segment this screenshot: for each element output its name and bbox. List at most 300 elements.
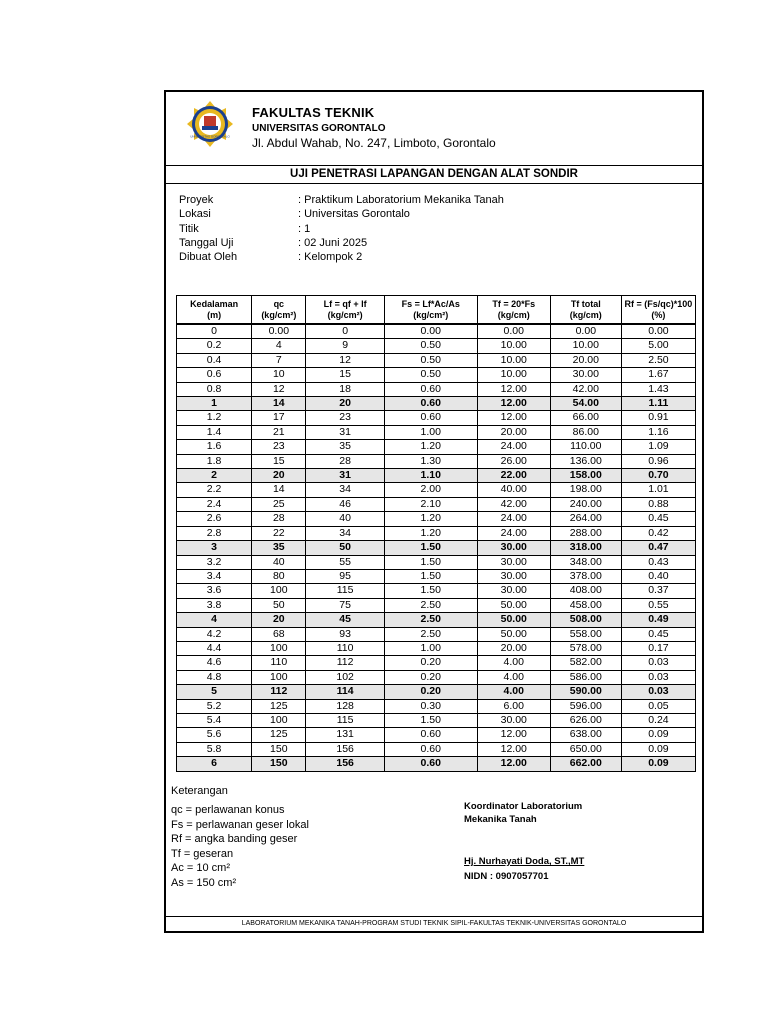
table-cell: 4.00	[477, 656, 550, 670]
table-cell: 24.00	[477, 512, 550, 526]
table-cell: 156	[306, 742, 384, 756]
table-row	[177, 713, 696, 727]
table-cell: 1.30	[384, 454, 477, 468]
info-row	[179, 222, 504, 236]
table-cell: 0.37	[621, 584, 695, 598]
table-cell: 24.00	[477, 526, 550, 540]
table-row	[177, 368, 696, 382]
info-row	[179, 207, 504, 221]
table-cell: 131	[306, 728, 384, 742]
university-name: UNIVERSITAS GORONTALO	[252, 123, 386, 134]
faculty-name: FAKULTAS TEKNIK	[252, 105, 375, 120]
table-cell: 1.20	[384, 526, 477, 540]
note-line: Fs = perlawanan geser lokal	[171, 818, 309, 831]
table-cell: 0.45	[621, 512, 695, 526]
table-cell: 10.00	[477, 368, 550, 382]
column-header-title: Tf = 20*Fs	[492, 298, 536, 309]
column-header-title: Fs = Lf*Ac/As	[401, 298, 460, 309]
table-cell: 2.00	[384, 483, 477, 497]
table-cell: 46	[306, 497, 384, 511]
table-cell: 50.00	[477, 613, 550, 627]
table-cell: 0.30	[384, 699, 477, 713]
table-cell: 0.42	[621, 526, 695, 540]
table-cell: 1.00	[384, 641, 477, 655]
table-row	[177, 699, 696, 713]
table-cell: 0.20	[384, 670, 477, 684]
table-cell: 12.00	[477, 382, 550, 396]
signature-role-1: Koordinator Laboratorium	[464, 801, 583, 812]
table-cell: 28	[306, 454, 384, 468]
table-cell: 1.50	[384, 584, 477, 598]
table-cell: 40	[306, 512, 384, 526]
column-header-unit: (kg/cm)	[497, 309, 530, 320]
table-cell: 4.6	[177, 656, 252, 670]
table-row	[177, 627, 696, 641]
info-value: : 02 Juni 2025	[298, 236, 368, 249]
table-cell: 1.10	[384, 469, 477, 483]
note-line: As = 150 cm²	[171, 876, 237, 889]
info-label: Dibuat Oleh	[179, 251, 238, 264]
table-cell: 408.00	[550, 584, 621, 598]
table-cell: 264.00	[550, 512, 621, 526]
info-value: : Praktikum Laboratorium Mekanika Tanah	[298, 194, 504, 206]
column-header-unit: (kg/cm)	[569, 309, 602, 320]
table-cell: 0.00	[252, 324, 306, 339]
table-cell: 14	[252, 483, 306, 497]
column-header	[477, 296, 550, 325]
table-cell: 12.00	[477, 742, 550, 756]
table-row	[177, 339, 696, 353]
info-label: Proyek	[179, 194, 214, 206]
table-cell: 5.6	[177, 728, 252, 742]
table-cell: 2.50	[621, 353, 695, 367]
notes-section	[171, 785, 309, 890]
table-cell: 2.10	[384, 497, 477, 511]
table-cell: 45	[306, 613, 384, 627]
column-header-title: Rf = (Fs/qc)*100	[624, 298, 693, 309]
info-label: Titik	[179, 222, 199, 235]
table-cell: 100	[252, 670, 306, 684]
table-cell: 6	[177, 757, 252, 771]
table-cell: 1.16	[621, 425, 695, 439]
table-cell: 2.4	[177, 497, 252, 511]
footer: LABORATORIUM MEKANIKA TANAH-PROGRAM STUDI TEKNIK SIPIL-FAKULTAS TEKNIK-UNIVERSITAS GORONTALO	[166, 916, 702, 931]
table-cell: 22	[252, 526, 306, 540]
table-cell: 0.70	[621, 469, 695, 483]
table-cell: 0	[177, 324, 252, 339]
table-cell: 125	[252, 699, 306, 713]
table-cell: 156	[306, 757, 384, 771]
table-cell: 1.67	[621, 368, 695, 382]
column-header-unit: (m)	[207, 309, 222, 320]
table-cell: 590.00	[550, 685, 621, 699]
table-cell: 0.6	[177, 368, 252, 382]
column-header-unit: (kg/cm²)	[413, 309, 449, 320]
table-cell: 1.8	[177, 454, 252, 468]
table-row	[177, 497, 696, 511]
table-cell: 4.00	[477, 670, 550, 684]
table-row	[177, 584, 696, 598]
table-cell: 12.00	[477, 411, 550, 425]
table-cell: 0.00	[550, 324, 621, 339]
table-cell: 0.91	[621, 411, 695, 425]
column-header-unit: (kg/cm²)	[327, 309, 363, 320]
table-cell: 0.60	[384, 728, 477, 742]
table-cell: 596.00	[550, 699, 621, 713]
table-cell: 0	[306, 324, 384, 339]
table-cell: 4	[252, 339, 306, 353]
table-cell: 40	[252, 555, 306, 569]
table-cell: 2.2	[177, 483, 252, 497]
table-cell: 626.00	[550, 713, 621, 727]
table-cell: 348.00	[550, 555, 621, 569]
table-header-row	[177, 296, 696, 325]
table-cell: 50.00	[477, 627, 550, 641]
table-row	[177, 641, 696, 655]
letterhead	[166, 92, 702, 166]
table-cell: 54.00	[550, 397, 621, 411]
table-cell: 2.50	[384, 613, 477, 627]
table-cell: 378.00	[550, 569, 621, 583]
table-cell: 0.24	[621, 713, 695, 727]
column-header	[621, 296, 695, 325]
table-cell: 0.96	[621, 454, 695, 468]
info-row	[179, 236, 504, 250]
table-cell: 582.00	[550, 656, 621, 670]
table-cell: 4.8	[177, 670, 252, 684]
table-cell: 3.4	[177, 569, 252, 583]
table-cell: 0.47	[621, 541, 695, 555]
info-row	[179, 193, 504, 207]
table-row	[177, 353, 696, 367]
signature-block	[464, 800, 585, 882]
table-cell: 128	[306, 699, 384, 713]
table-cell: 1.01	[621, 483, 695, 497]
table-cell: 5.8	[177, 742, 252, 756]
table-cell: 115	[306, 584, 384, 598]
project-info	[179, 193, 504, 264]
table-cell: 30.00	[477, 541, 550, 555]
table-cell: 3.8	[177, 598, 252, 612]
table-cell: 4.00	[477, 685, 550, 699]
column-header-unit: (%)	[651, 309, 666, 320]
table-cell: 5.2	[177, 699, 252, 713]
university-logo-icon	[182, 100, 238, 148]
table-cell: 0.00	[477, 324, 550, 339]
table-cell: 5	[177, 685, 252, 699]
column-header-title: Tf total	[570, 298, 601, 309]
table-cell: 0.60	[384, 411, 477, 425]
info-value: : Universitas Gorontalo	[298, 208, 410, 221]
table-cell: 12.00	[477, 757, 550, 771]
table-row	[177, 397, 696, 411]
table-row	[177, 728, 696, 742]
table-cell: 1.50	[384, 555, 477, 569]
table-cell: 31	[306, 425, 384, 439]
table-cell: 50	[252, 598, 306, 612]
table-cell: 0.60	[384, 742, 477, 756]
table-row	[177, 469, 696, 483]
table-cell: 20	[252, 469, 306, 483]
table-cell: 198.00	[550, 483, 621, 497]
table-row	[177, 598, 696, 612]
table-cell: 42.00	[477, 497, 550, 511]
table-cell: 24.00	[477, 440, 550, 454]
table-cell: 1.11	[621, 397, 695, 411]
table-cell: 0.20	[384, 656, 477, 670]
table-cell: 662.00	[550, 757, 621, 771]
table-cell: 0.88	[621, 497, 695, 511]
table-cell: 110	[252, 656, 306, 670]
table-cell: 12	[306, 353, 384, 367]
table-cell: 30.00	[477, 555, 550, 569]
table-cell: 1.20	[384, 440, 477, 454]
table-cell: 14	[252, 397, 306, 411]
table-cell: 30.00	[477, 713, 550, 727]
table-cell: 50	[306, 541, 384, 555]
table-cell: 458.00	[550, 598, 621, 612]
table-cell: 1.00	[384, 425, 477, 439]
table-cell: 20	[252, 613, 306, 627]
table-cell: 100	[252, 641, 306, 655]
table-cell: 75	[306, 598, 384, 612]
table-cell: 17	[252, 411, 306, 425]
table-cell: 150	[252, 742, 306, 756]
table-cell: 0.8	[177, 382, 252, 396]
column-header	[177, 296, 252, 325]
table-cell: 10.00	[477, 339, 550, 353]
table-cell: 5.4	[177, 713, 252, 727]
document-frame	[164, 90, 704, 933]
table-cell: 28	[252, 512, 306, 526]
table-cell: 30.00	[477, 584, 550, 598]
table-cell: 10.00	[550, 339, 621, 353]
table-cell: 26.00	[477, 454, 550, 468]
table-cell: 2.8	[177, 526, 252, 540]
table-row	[177, 555, 696, 569]
sondir-table	[176, 295, 696, 772]
table-cell: 31	[306, 469, 384, 483]
table-cell: 50.00	[477, 598, 550, 612]
table-cell: 3.6	[177, 584, 252, 598]
table-cell: 0.03	[621, 670, 695, 684]
table-cell: 125	[252, 728, 306, 742]
table-cell: 100	[252, 713, 306, 727]
table-cell: 55	[306, 555, 384, 569]
table-cell: 4.2	[177, 627, 252, 641]
table-cell: 95	[306, 569, 384, 583]
table-row	[177, 757, 696, 771]
table-cell: 102	[306, 670, 384, 684]
table-cell: 93	[306, 627, 384, 641]
table-row	[177, 685, 696, 699]
table-cell: 2.50	[384, 627, 477, 641]
table-cell: 0.09	[621, 742, 695, 756]
column-header-title: qc	[273, 298, 285, 309]
table-cell: 30.00	[550, 368, 621, 382]
table-cell: 15	[306, 368, 384, 382]
table-cell: 0.4	[177, 353, 252, 367]
table-cell: 20.00	[477, 641, 550, 655]
table-cell: 3.2	[177, 555, 252, 569]
table-cell: 15	[252, 454, 306, 468]
table-cell: 1.09	[621, 440, 695, 454]
table-cell: 20.00	[477, 425, 550, 439]
table-cell: 4	[177, 613, 252, 627]
table-cell: 18	[306, 382, 384, 396]
table-cell: 586.00	[550, 670, 621, 684]
table-row	[177, 742, 696, 756]
table-cell: 1.43	[621, 382, 695, 396]
svg-text:UNIVERSITAS GORONTALO: UNIVERSITAS GORONTALO	[190, 134, 230, 139]
note-line: Tf = geseran	[171, 847, 234, 860]
table-cell: 1.2	[177, 411, 252, 425]
table-cell: 0.60	[384, 397, 477, 411]
table-cell: 42.00	[550, 382, 621, 396]
table-cell: 9	[306, 339, 384, 353]
table-row	[177, 454, 696, 468]
table-cell: 4.4	[177, 641, 252, 655]
table-cell: 0.17	[621, 641, 695, 655]
table-cell: 68	[252, 627, 306, 641]
table-cell: 23	[252, 440, 306, 454]
table-cell: 0.50	[384, 339, 477, 353]
table-cell: 288.00	[550, 526, 621, 540]
table-cell: 10.00	[477, 353, 550, 367]
column-header-unit: (kg/cm²)	[261, 309, 297, 320]
table-cell: 0.45	[621, 627, 695, 641]
table-cell: 578.00	[550, 641, 621, 655]
signature-nidn: NIDN : 0907057701	[464, 871, 549, 882]
table-cell: 0.2	[177, 339, 252, 353]
table-cell: 0.43	[621, 555, 695, 569]
table-row	[177, 526, 696, 540]
table-cell: 80	[252, 569, 306, 583]
table-cell: 0.03	[621, 685, 695, 699]
table-cell: 100	[252, 584, 306, 598]
table-cell: 22.00	[477, 469, 550, 483]
table-cell: 558.00	[550, 627, 621, 641]
table-cell: 508.00	[550, 613, 621, 627]
table-cell: 6.00	[477, 699, 550, 713]
table-cell: 21	[252, 425, 306, 439]
info-label: Tanggal Uji	[179, 236, 234, 249]
signature-name: Hj. Nurhayati Doda, ST.,MT	[464, 856, 585, 867]
table-cell: 112	[306, 656, 384, 670]
column-header	[550, 296, 621, 325]
table-cell: 10	[252, 368, 306, 382]
table-cell: 136.00	[550, 454, 621, 468]
table-cell: 0.55	[621, 598, 695, 612]
table-cell: 0.49	[621, 613, 695, 627]
note-line: Rf = angka banding geser	[171, 833, 298, 845]
table-row	[177, 483, 696, 497]
column-header	[384, 296, 477, 325]
table-row	[177, 411, 696, 425]
table-cell: 0.09	[621, 728, 695, 742]
column-header	[306, 296, 384, 325]
table-cell: 30.00	[477, 569, 550, 583]
table-cell: 1.50	[384, 713, 477, 727]
table-cell: 25	[252, 497, 306, 511]
table-cell: 318.00	[550, 541, 621, 555]
table-row	[177, 440, 696, 454]
table-cell: 3	[177, 541, 252, 555]
info-row	[179, 250, 504, 264]
column-header-title: Lf = qf + lf	[323, 298, 367, 309]
table-cell: 240.00	[550, 497, 621, 511]
table-cell: 114	[306, 685, 384, 699]
table-cell: 2.6	[177, 512, 252, 526]
info-value: : Kelompok 2	[298, 251, 363, 264]
table-cell: 20	[306, 397, 384, 411]
table-cell: 115	[306, 713, 384, 727]
table-cell: 34	[306, 526, 384, 540]
table-cell: 158.00	[550, 469, 621, 483]
table-cell: 12.00	[477, 728, 550, 742]
table-row	[177, 541, 696, 555]
table-cell: 86.00	[550, 425, 621, 439]
table-cell: 34	[306, 483, 384, 497]
table-cell: 650.00	[550, 742, 621, 756]
table-cell: 1.20	[384, 512, 477, 526]
notes-title: Keterangan	[171, 785, 228, 797]
table-cell: 2	[177, 469, 252, 483]
table-row	[177, 324, 696, 339]
table-cell: 0.03	[621, 656, 695, 670]
table-cell: 2.50	[384, 598, 477, 612]
table-cell: 1.50	[384, 569, 477, 583]
address: Jl. Abdul Wahab, No. 247, Limboto, Gorontalo	[252, 136, 496, 150]
table-cell: 5.00	[621, 339, 695, 353]
table-row	[177, 382, 696, 396]
table-row	[177, 656, 696, 670]
signature-role-2: Mekanika Tanah	[464, 814, 537, 825]
table-cell: 638.00	[550, 728, 621, 742]
table-cell: 0.40	[621, 569, 695, 583]
table-cell: 40.00	[477, 483, 550, 497]
document-title: UJI PENETRASI LAPANGAN DENGAN ALAT SONDIR	[166, 165, 702, 184]
table-cell: 35	[252, 541, 306, 555]
table-cell: 0.05	[621, 699, 695, 713]
table-cell: 12.00	[477, 397, 550, 411]
table-cell: 150	[252, 757, 306, 771]
table-cell: 1.50	[384, 541, 477, 555]
table-cell: 110	[306, 641, 384, 655]
table-row	[177, 512, 696, 526]
table-cell: 1.4	[177, 425, 252, 439]
table-cell: 110.00	[550, 440, 621, 454]
info-label: Lokasi	[179, 208, 211, 221]
table-cell: 0.20	[384, 685, 477, 699]
column-header	[252, 296, 306, 325]
table-cell: 23	[306, 411, 384, 425]
table-cell: 20.00	[550, 353, 621, 367]
table-cell: 0.00	[384, 324, 477, 339]
table-cell: 0.09	[621, 757, 695, 771]
table-row	[177, 670, 696, 684]
table-cell: 1.6	[177, 440, 252, 454]
table-row	[177, 425, 696, 439]
info-value: : 1	[298, 222, 311, 235]
table-cell: 12	[252, 382, 306, 396]
table-cell: 0.50	[384, 368, 477, 382]
table-cell: 35	[306, 440, 384, 454]
table-row	[177, 613, 696, 627]
column-header-title: Kedalaman	[190, 298, 239, 309]
table-cell: 0.60	[384, 757, 477, 771]
note-line: Ac = 10 cm²	[171, 862, 230, 874]
